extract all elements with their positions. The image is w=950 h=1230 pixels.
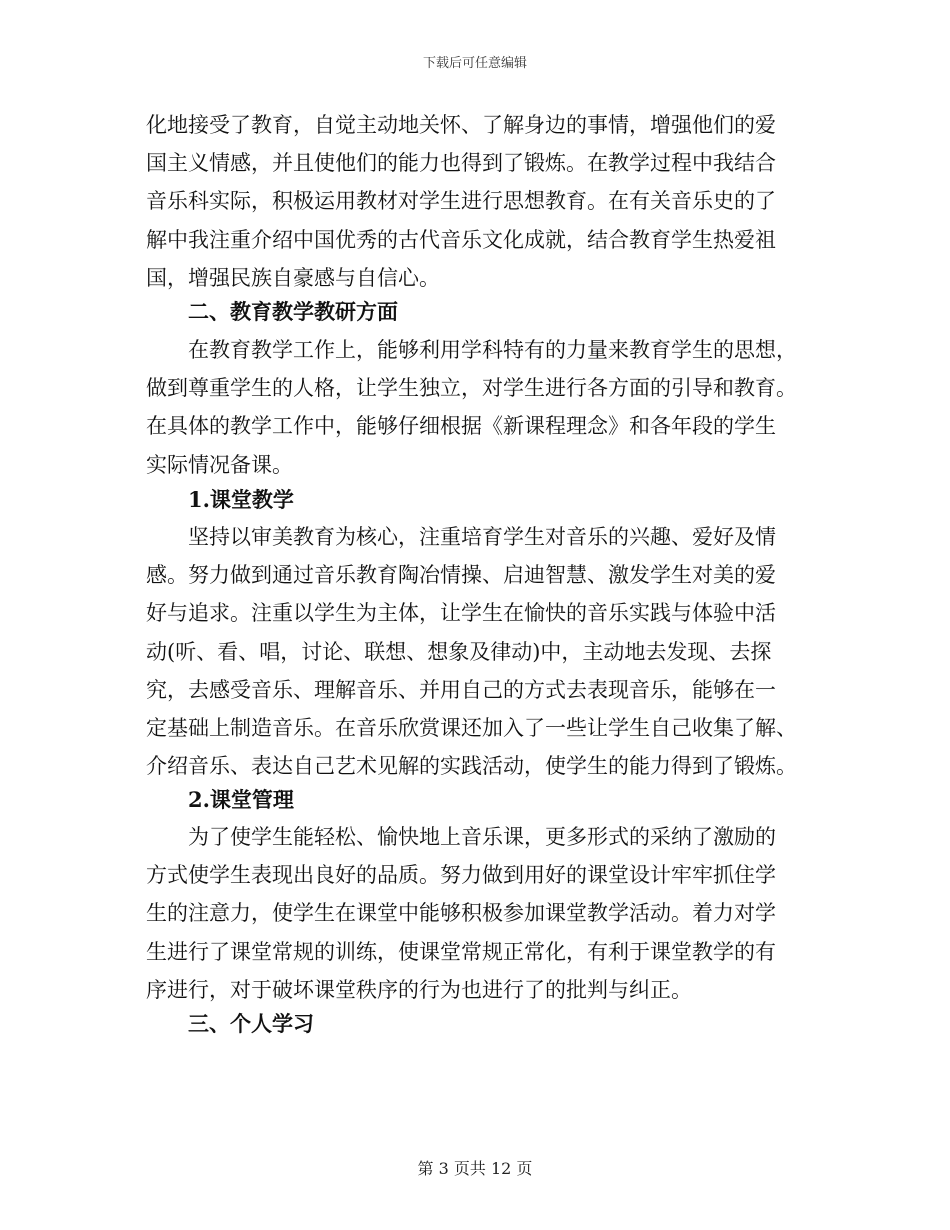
subheading-classroom-teaching: 1.课堂教学 xyxy=(188,487,294,512)
text-line: 介绍音乐、表达自己艺术见解的实践活动，使学生的能力得到了锻炼。 xyxy=(146,754,797,779)
text-line: 生的注意力，使学生在课堂中能够积极参加课堂教学活动。着力对学 xyxy=(146,901,776,926)
paragraph-teaching-work xyxy=(146,331,806,484)
text-line: 生进行了课堂常规的训练，使课堂常规正常化，有利于课堂教学的有 xyxy=(146,939,776,964)
text-line: 坚持以审美教育为核心，注重培育学生对音乐的兴趣、爱好及情 xyxy=(188,525,776,549)
page-number: 第 3 页共 12 页 xyxy=(417,1159,533,1178)
text-line: 国，增强民族自豪感与自信心。 xyxy=(146,265,440,290)
paragraph-aesthetic-education xyxy=(146,518,806,785)
text-line: 国主义情感，并且使他们的能力也得到了锻炼。在教学过程中我结合 xyxy=(146,151,776,176)
text-line: 实际情况备课。 xyxy=(146,452,293,477)
text-line: 动(听、看、唱，讨论、联想、想象及律动)中，主动地去发现、去探 xyxy=(146,639,772,664)
text-line: 感。努力做到通过音乐教育陶冶情操、启迪智慧、激发学生对美的爱 xyxy=(146,563,776,588)
section-heading-teaching-research: 二、教育教学教研方面 xyxy=(188,299,398,324)
text-line: 方式使学生表现出良好的品质。努力做到用好的课堂设计牢牢抓住学 xyxy=(146,863,776,888)
text-line: 化地接受了教育，自觉主动地关怀、了解身边的事情，增强他们的爱 xyxy=(146,113,776,137)
text-line: 究，去感受音乐、理解音乐、并用自己的方式去表现音乐，能够在一 xyxy=(146,677,776,702)
text-line: 在教育教学工作上，能够利用学科特有的力量来教育学生的思想， xyxy=(188,338,797,362)
text-line: 为了使学生能轻松、愉快地上音乐课，更多形式的采纳了激励的 xyxy=(188,825,776,849)
subheading-classroom-management: 2.课堂管理 xyxy=(188,787,294,812)
text-line: 做到尊重学生的人格，让学生独立，对学生进行各方面的引导和教育。 xyxy=(146,376,797,401)
paragraph-classroom-management xyxy=(146,818,806,1009)
text-line: 音乐科实际，积极运用教材对学生进行思想教育。在有关音乐史的了 xyxy=(146,189,776,214)
text-line: 在具体的教学工作中，能够仔细根据《新课程理念》和各年段的学生 xyxy=(146,414,776,439)
paragraph-patriotic-education xyxy=(146,106,806,297)
text-line: 序进行，对于破坏课堂秩序的行为也进行了的批判与纠正。 xyxy=(146,977,692,1002)
text-line: 解中我注重介绍中国优秀的古代音乐文化成就，结合教育学生热爱祖 xyxy=(146,227,776,252)
section-heading-personal-study: 三、个人学习 xyxy=(188,1011,314,1036)
page-header: 下载后可任意编辑 xyxy=(422,56,527,71)
text-line: 定基础上制造音乐。在音乐欣赏课还加入了一些让学生自己收集了解、 xyxy=(146,716,797,741)
text-line: 好与追求。注重以学生为主体，让学生在愉快的音乐实践与体验中活 xyxy=(146,601,776,626)
